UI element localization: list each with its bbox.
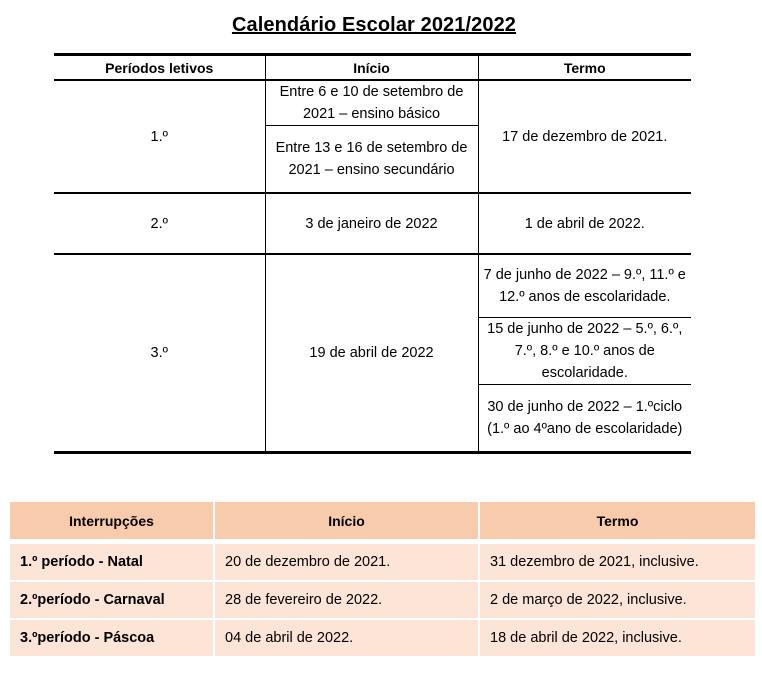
table-row [10,619,755,657]
period-end: 7 de junho de 2022 – 9.º, 11.º e 12.º anos de escolaridade. [478,254,691,318]
period-start: Entre 6 e 10 de setembro de 2021 – ensino básico [265,80,478,126]
break-end: 31 dezembro de 2021, inclusive. [478,543,755,581]
period-end: 17 de dezembro de 2021. [478,80,691,193]
school-breaks-table [10,502,755,657]
period-label: 3.º [54,254,265,453]
period-start: Entre 13 e 16 de setembro de 2021 – ensino secundário [265,126,478,194]
break-name: 3.ºperíodo - Páscoa [10,619,213,657]
break-start: 04 de abril de 2022. [213,619,478,657]
period-start: 19 de abril de 2022 [265,254,478,453]
break-start: 28 de fevereiro de 2022. [213,581,478,619]
table-header-row [54,55,691,81]
break-end: 18 de abril de 2022, inclusive. [478,619,755,657]
period-start: 3 de janeiro de 2022 [265,193,478,254]
break-name: 2.ºperíodo - Carnaval [10,581,213,619]
column-header-end: Termo [478,502,755,543]
column-header-periods: Períodos letivos [54,55,265,81]
break-name: 1.º período - Natal [10,543,213,581]
column-header-start: Início [213,502,478,543]
period-end: 30 de junho de 2022 – 1.ºciclo (1.º ao 4ºano de escolaridade) [478,385,691,453]
period-label: 1.º [54,80,265,193]
table-row [10,543,755,581]
page-title: Calendário Escolar 2021/2022 [231,14,517,36]
table-row [54,254,691,318]
school-periods-table [54,53,691,454]
column-header-breaks: Interrupções [10,502,213,543]
table-header-row [10,502,755,543]
column-header-end: Termo [478,55,691,81]
period-end: 1 de abril de 2022. [478,193,691,254]
break-end: 2 de março de 2022, inclusive. [478,581,755,619]
break-start: 20 de dezembro de 2021. [213,543,478,581]
table-row [54,193,691,254]
table-row [10,581,755,619]
period-label: 2.º [54,193,265,254]
period-end: 15 de junho de 2022 – 5.º, 6.º, 7.º, 8.º e 10.º anos de escolaridade. [478,318,691,385]
column-header-start: Início [265,55,478,81]
table-row [54,80,691,126]
